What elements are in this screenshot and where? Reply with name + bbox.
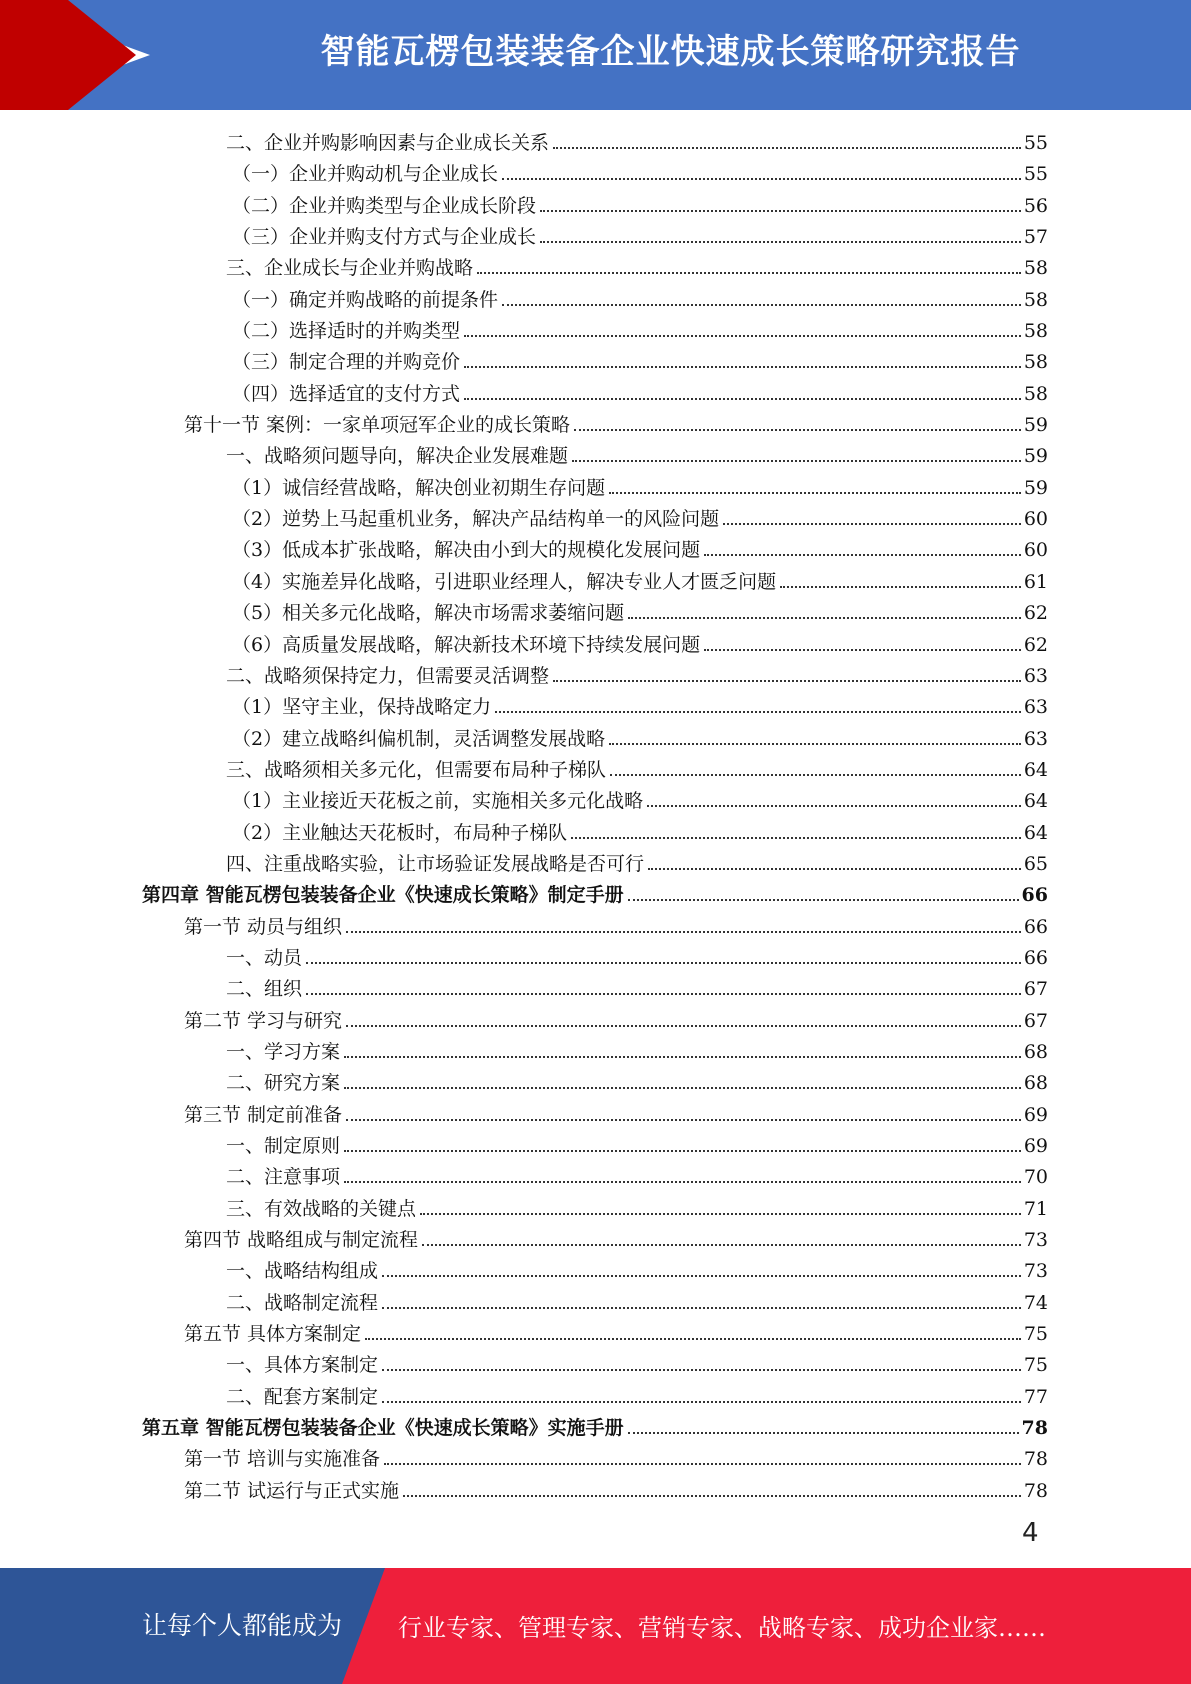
toc-entry-page: 69: [1023, 1135, 1048, 1157]
toc-entry[interactable]: [142, 347, 1048, 378]
toc-entry-page: 58: [1023, 351, 1048, 374]
toc-entry-page: 55: [1023, 132, 1048, 154]
toc-entry[interactable]: [142, 567, 1048, 598]
toc-entry-title: 三、战略须相关多元化，但需要布局种子梯队: [226, 758, 607, 781]
toc-entry-page: 63: [1023, 664, 1048, 687]
toc-entry[interactable]: [142, 598, 1048, 629]
toc-entry[interactable]: [142, 1350, 1048, 1381]
toc-entry[interactable]: [142, 1131, 1048, 1162]
toc-entry-page: 63: [1023, 727, 1048, 750]
toc-entry-title: 三、企业成长与企业并购战略: [226, 257, 474, 280]
toc-entry-title: 二、研究方案: [226, 1072, 341, 1095]
toc-entry[interactable]: [142, 222, 1048, 253]
toc-dot-leader: [384, 1462, 1021, 1465]
toc-entry-page: 67: [1023, 1009, 1048, 1032]
toc-entry-title: （4）实施差异化战略，引进职业经理人，解决专业人才匮乏问题: [232, 570, 777, 593]
toc-entry-title: 一、具体方案制定: [226, 1354, 379, 1377]
toc-entry[interactable]: [142, 285, 1048, 316]
toc-entry-title: （6）高质量发展战略，解决新技术环境下持续发展问题: [232, 633, 701, 656]
toc-entry-page: 62: [1023, 602, 1048, 625]
toc-entry-title: 一、动员: [226, 946, 303, 969]
toc-entry-page: 66: [1023, 915, 1048, 938]
toc-dot-leader: [553, 679, 1021, 682]
toc-entry-title: 第三节 制定前准备: [184, 1103, 343, 1126]
toc-dot-leader: [403, 1494, 1021, 1497]
toc-entry-page: 67: [1023, 978, 1048, 1001]
toc-entry-title: （5）相关多元化战略，解决市场需求萎缩问题: [232, 602, 625, 625]
toc-entry[interactable]: [142, 316, 1048, 347]
toc-entry[interactable]: [142, 410, 1048, 441]
toc-entry-page: 64: [1023, 790, 1048, 813]
table-of-contents: [142, 128, 1048, 1507]
toc-entry-title: （2）主业触达天花板时，布局种子梯队: [232, 821, 568, 844]
toc-entry[interactable]: [142, 1256, 1048, 1287]
toc-dot-leader: [346, 930, 1021, 933]
toc-dot-leader: [609, 491, 1021, 494]
toc-entry-title: 第一节 培训与实施准备: [184, 1448, 381, 1471]
toc-entry-page: 58: [1023, 257, 1048, 280]
toc-entry[interactable]: [142, 818, 1048, 849]
toc-entry[interactable]: [142, 191, 1048, 222]
toc-entry-title: 一、战略结构组成: [226, 1260, 379, 1283]
toc-entry[interactable]: [142, 943, 1048, 974]
toc-entry-page: 59: [1023, 414, 1048, 437]
toc-entry-title: （2）建立战略纠偏机制，灵活调整发展战略: [232, 727, 606, 750]
report-title: 智能瓦楞包装装备企业快速成长策略研究报告: [320, 32, 1021, 72]
toc-entry-title: 二、组织: [226, 978, 303, 1001]
toc-entry[interactable]: [142, 724, 1048, 755]
toc-entry-page: 60: [1023, 508, 1048, 531]
toc-entry[interactable]: [142, 755, 1048, 786]
toc-entry[interactable]: [142, 1319, 1048, 1350]
toc-entry[interactable]: [142, 630, 1048, 661]
toc-entry[interactable]: [142, 692, 1048, 723]
toc-entry-title: 二、战略须保持定力，但需要灵活调整: [226, 664, 550, 687]
toc-dot-leader: [477, 271, 1021, 274]
toc-entry-page: 58: [1023, 320, 1048, 343]
toc-entry-page: 73: [1023, 1229, 1048, 1252]
toc-entry-page: 58: [1023, 288, 1048, 311]
toc-entry-title: 一、学习方案: [226, 1040, 341, 1063]
toc-entry-title: （2）逆势上马起重机业务，解决产品结构单一的风险问题: [232, 508, 720, 531]
toc-entry[interactable]: [142, 1382, 1048, 1413]
toc-entry-page: 57: [1023, 226, 1048, 249]
toc-entry-page: 73: [1023, 1260, 1048, 1283]
toc-entry-title: 第二节 学习与研究: [184, 1009, 343, 1032]
toc-entry-title: （三）制定合理的并购竞价: [232, 351, 461, 374]
toc-dot-leader: [502, 177, 1021, 180]
toc-entry-page: 59: [1023, 445, 1048, 468]
toc-entry[interactable]: [142, 880, 1048, 911]
toc-entry[interactable]: [142, 1288, 1048, 1319]
toc-dot-leader: [704, 553, 1021, 556]
toc-entry-title: （1）主业接近天花板之前，实施相关多元化战略: [232, 790, 644, 813]
toc-entry-title: 四、注重战略实验，让市场验证发展战略是否可行: [226, 852, 645, 875]
toc-dot-leader: [464, 334, 1021, 337]
toc-entry-title: 二、企业并购影响因素与企业成长关系: [226, 132, 550, 154]
toc-dot-leader: [464, 365, 1021, 368]
toc-entry-page: 56: [1023, 194, 1048, 217]
toc-entry[interactable]: [142, 1225, 1048, 1256]
toc-entry-title: 二、配套方案制定: [226, 1385, 379, 1408]
toc-entry-page: 78: [1023, 1448, 1048, 1471]
toc-entry-page: 65: [1023, 852, 1048, 875]
toc-entry-title: 第五章 智能瓦楞包装装备企业《快速成长策略》实施手册: [142, 1417, 624, 1440]
header-red-arrow: [68, 0, 136, 110]
toc-dot-leader: [628, 898, 1019, 901]
toc-dot-leader: [346, 1118, 1021, 1121]
toc-dot-leader: [628, 616, 1021, 619]
toc-dot-leader: [540, 240, 1021, 243]
toc-entry-title: 第十一节 案例：一家单项冠军企业的成长策略: [184, 414, 571, 437]
header-red-block: [0, 0, 68, 110]
toc-entry[interactable]: [142, 128, 1048, 159]
toc-entry-title: 二、注意事项: [226, 1166, 341, 1189]
toc-entry[interactable]: [142, 379, 1048, 410]
toc-entry[interactable]: [142, 159, 1048, 190]
toc-entry-page: 78: [1023, 1479, 1048, 1502]
toc-entry-page: 74: [1023, 1291, 1048, 1314]
toc-entry-title: （三）企业并购支付方式与企业成长: [232, 226, 537, 249]
toc-entry[interactable]: [142, 1444, 1048, 1475]
toc-dot-leader: [306, 961, 1021, 964]
toc-dot-leader: [422, 1243, 1021, 1246]
page-number: 4: [1022, 1518, 1039, 1548]
toc-dot-leader: [344, 1055, 1021, 1058]
toc-entry-page: 68: [1023, 1040, 1048, 1063]
toc-entry-title: 三、有效战略的关键点: [226, 1197, 417, 1220]
toc-entry-page: 71: [1023, 1197, 1048, 1220]
toc-entry-page: 75: [1023, 1323, 1048, 1346]
toc-entry-page: 63: [1023, 696, 1048, 719]
toc-entry-title: 第一节 动员与组织: [184, 915, 343, 938]
toc-entry-page: 70: [1023, 1166, 1048, 1189]
toc-dot-leader: [540, 209, 1021, 212]
toc-entry-title: （一）企业并购动机与企业成长: [232, 163, 499, 186]
page-footer: [0, 1568, 1191, 1684]
toc-entry-page: 68: [1023, 1072, 1048, 1095]
toc-entry[interactable]: [142, 1006, 1048, 1037]
toc-dot-leader: [723, 522, 1021, 525]
toc-entry[interactable]: [142, 912, 1048, 943]
toc-entry-title: （一）确定并购战略的前提条件: [232, 288, 499, 311]
toc-entry-page: 77: [1023, 1385, 1048, 1408]
toc-entry[interactable]: [142, 504, 1048, 535]
toc-entry[interactable]: [142, 441, 1048, 472]
toc-dot-leader: [704, 648, 1021, 651]
toc-entry-title: 第五节 具体方案制定: [184, 1323, 362, 1346]
toc-dot-leader: [382, 1368, 1021, 1371]
toc-entry-title: （3）低成本扩张战略，解决由小到大的规模化发展问题: [232, 539, 701, 562]
toc-entry[interactable]: [142, 849, 1048, 880]
toc-entry-title: 一、战略须问题导向，解决企业发展难题: [226, 445, 569, 468]
toc-dot-leader: [365, 1337, 1021, 1340]
toc-entry[interactable]: [142, 535, 1048, 566]
toc-entry[interactable]: [142, 1413, 1048, 1444]
toc-entry-title: （四）选择适宜的支付方式: [232, 382, 461, 405]
toc-dot-leader: [647, 804, 1021, 807]
toc-entry-page: 64: [1023, 821, 1048, 844]
toc-dot-leader: [382, 1274, 1021, 1277]
toc-dot-leader: [574, 428, 1021, 431]
toc-dot-leader: [780, 585, 1021, 588]
toc-dot-leader: [344, 1086, 1021, 1089]
toc-entry[interactable]: [142, 473, 1048, 504]
toc-dot-leader: [464, 397, 1021, 400]
toc-entry[interactable]: [142, 253, 1048, 284]
toc-entry-title: （二）选择适时的并购类型: [232, 320, 461, 343]
toc-dot-leader: [609, 742, 1021, 745]
toc-entry-page: 59: [1023, 476, 1048, 499]
toc-entry[interactable]: [142, 786, 1048, 817]
toc-entry-page: 62: [1023, 633, 1048, 656]
toc-dot-leader: [420, 1212, 1021, 1215]
toc-entry-page: 55: [1023, 163, 1048, 186]
toc-entry[interactable]: [142, 1037, 1048, 1068]
toc-entry-page: 66: [1021, 884, 1048, 907]
toc-dot-leader: [572, 459, 1021, 462]
toc-entry[interactable]: [142, 1194, 1048, 1225]
toc-dot-leader: [628, 1431, 1019, 1434]
toc-entry-title: （1）诚信经营战略，解决创业初期生存问题: [232, 476, 606, 499]
toc-dot-leader: [502, 303, 1021, 306]
toc-entry-title: 一、制定原则: [226, 1135, 341, 1157]
toc-entry-page: 78: [1021, 1417, 1048, 1440]
toc-dot-leader: [571, 836, 1021, 839]
toc-dot-leader: [306, 992, 1021, 995]
toc-entry[interactable]: [142, 661, 1048, 692]
footer-slogan-right: 行业专家、管理专家、营销专家、战略专家、成功企业家……: [398, 1614, 1046, 1642]
toc-entry-page: 75: [1023, 1354, 1048, 1377]
toc-dot-leader: [344, 1149, 1021, 1152]
toc-entry-title: （二）企业并购类型与企业成长阶段: [232, 194, 537, 217]
toc-entry[interactable]: [142, 1476, 1048, 1507]
toc-entry-title: 第四章 智能瓦楞包装装备企业《快速成长策略》制定手册: [142, 884, 624, 907]
toc-dot-leader: [648, 867, 1021, 870]
toc-entry-title: 第二节 试运行与正式实施: [184, 1479, 400, 1502]
toc-entry-page: 64: [1023, 758, 1048, 781]
toc-dot-leader: [610, 773, 1021, 776]
toc-entry[interactable]: [142, 1100, 1048, 1131]
toc-dot-leader: [344, 1180, 1021, 1183]
toc-dot-leader: [553, 146, 1021, 149]
toc-entry-title: 二、战略制定流程: [226, 1291, 379, 1314]
toc-entry[interactable]: [142, 1068, 1048, 1099]
toc-entry-page: 69: [1023, 1103, 1048, 1126]
toc-dot-leader: [346, 1024, 1021, 1027]
toc-entry[interactable]: [142, 1162, 1048, 1193]
toc-entry-page: 61: [1023, 570, 1048, 593]
toc-entry-page: 60: [1023, 539, 1048, 562]
toc-entry-page: 58: [1023, 382, 1048, 405]
toc-entry-page: 66: [1023, 946, 1048, 969]
toc-entry[interactable]: [142, 974, 1048, 1005]
toc-entry-title: （1）坚守主业，保持战略定力: [232, 696, 492, 719]
footer-slogan-left: 让每个人都能成为: [142, 1611, 343, 1640]
toc-dot-leader: [382, 1306, 1021, 1309]
toc-entry-title: 第四节 战略组成与制定流程: [184, 1229, 419, 1252]
page-header: [0, 0, 1191, 110]
toc-dot-leader: [382, 1400, 1021, 1403]
toc-dot-leader: [495, 710, 1021, 713]
